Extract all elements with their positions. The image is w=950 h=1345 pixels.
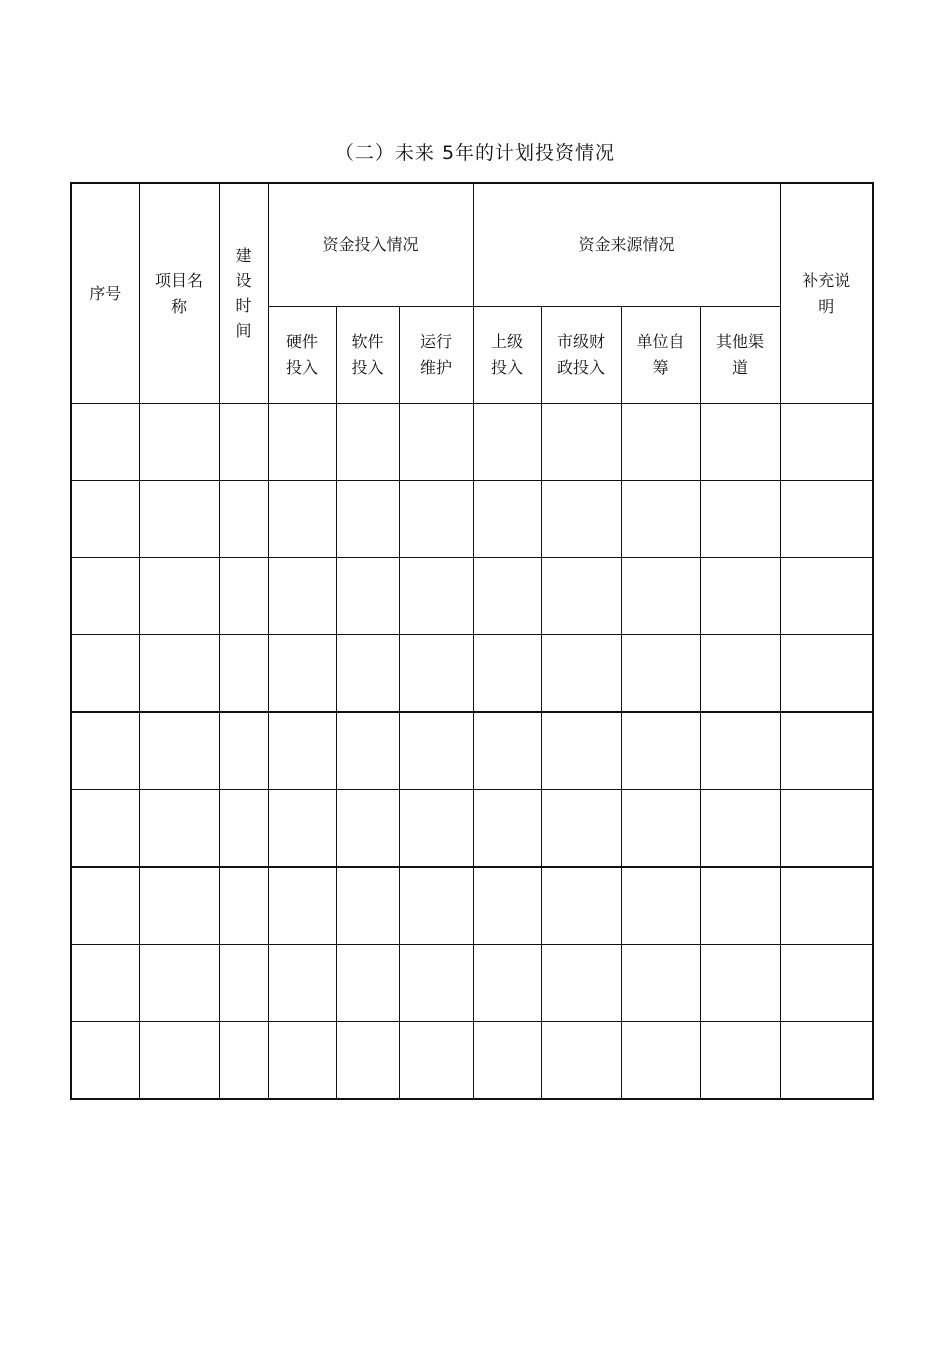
header-municipal: 市级财 政投入	[541, 307, 621, 404]
table-cell[interactable]	[473, 1022, 541, 1100]
page-title: （二）未来 5年的计划投资情况	[334, 142, 616, 164]
table-cell[interactable]	[336, 558, 399, 635]
table-cell[interactable]	[268, 712, 336, 790]
table-cell[interactable]	[336, 945, 399, 1022]
table-cell[interactable]	[780, 558, 873, 635]
table-cell[interactable]	[71, 867, 139, 945]
table-cell[interactable]	[268, 404, 336, 481]
table-cell[interactable]	[336, 867, 399, 945]
table-cell[interactable]	[473, 712, 541, 790]
header-seq: 序号	[71, 183, 139, 404]
table-cell[interactable]	[399, 404, 473, 481]
header-funding-input: 资金投入情况	[268, 183, 473, 307]
table-cell[interactable]	[399, 558, 473, 635]
table-row	[71, 404, 873, 481]
table-cell[interactable]	[621, 1022, 700, 1100]
table-cell[interactable]	[399, 790, 473, 868]
table-cell[interactable]	[219, 481, 268, 558]
table-cell[interactable]	[219, 635, 268, 713]
table-cell[interactable]	[399, 635, 473, 713]
table-cell[interactable]	[219, 712, 268, 790]
table-cell[interactable]	[780, 790, 873, 868]
table-cell[interactable]	[780, 635, 873, 713]
table-cell[interactable]	[336, 404, 399, 481]
table-cell[interactable]	[541, 790, 621, 868]
table-cell[interactable]	[139, 404, 219, 481]
table-cell[interactable]	[780, 481, 873, 558]
table-cell[interactable]	[541, 945, 621, 1022]
table-cell[interactable]	[541, 867, 621, 945]
table-cell[interactable]	[139, 635, 219, 713]
table-cell[interactable]	[71, 481, 139, 558]
table-cell[interactable]	[219, 945, 268, 1022]
table-cell[interactable]	[473, 867, 541, 945]
table-row	[71, 790, 873, 868]
table-cell[interactable]	[399, 867, 473, 945]
investment-plan-table	[70, 182, 874, 1100]
table-cell[interactable]	[473, 790, 541, 868]
header-other: 其他渠 道	[700, 307, 780, 404]
table-cell[interactable]	[336, 712, 399, 790]
table-cell[interactable]	[473, 945, 541, 1022]
table-cell[interactable]	[139, 945, 219, 1022]
table-cell[interactable]	[700, 635, 780, 713]
table-cell[interactable]	[219, 867, 268, 945]
table-cell[interactable]	[700, 945, 780, 1022]
table-cell[interactable]	[139, 481, 219, 558]
table-cell[interactable]	[541, 558, 621, 635]
table-cell[interactable]	[139, 867, 219, 945]
header-superior: 上级 投入	[473, 307, 541, 404]
table-cell[interactable]	[268, 945, 336, 1022]
table-cell[interactable]	[473, 481, 541, 558]
table-cell[interactable]	[71, 558, 139, 635]
table-cell[interactable]	[139, 712, 219, 790]
table-cell[interactable]	[700, 481, 780, 558]
table-cell[interactable]	[139, 558, 219, 635]
table-cell[interactable]	[71, 1022, 139, 1100]
header-hardware: 硬件 投入	[268, 307, 336, 404]
table-cell[interactable]	[541, 1022, 621, 1100]
table-cell[interactable]	[541, 712, 621, 790]
table-cell[interactable]	[219, 1022, 268, 1100]
table-cell[interactable]	[268, 867, 336, 945]
table-cell[interactable]	[399, 481, 473, 558]
table-cell[interactable]	[473, 635, 541, 713]
table-cell[interactable]	[700, 558, 780, 635]
table-cell[interactable]	[268, 790, 336, 868]
table-cell[interactable]	[399, 1022, 473, 1100]
table-cell[interactable]	[780, 712, 873, 790]
table-cell[interactable]	[621, 867, 700, 945]
table-cell[interactable]	[780, 867, 873, 945]
header-build-time: 建设时间	[219, 183, 268, 404]
table-cell[interactable]	[336, 635, 399, 713]
table-cell[interactable]	[700, 1022, 780, 1100]
table-row	[71, 635, 873, 713]
header-software: 软件 投入	[336, 307, 399, 404]
table-row	[71, 712, 873, 790]
table-cell[interactable]	[71, 635, 139, 713]
table-cell[interactable]	[268, 558, 336, 635]
table-row	[71, 1022, 873, 1100]
table-row	[71, 945, 873, 1022]
table-cell[interactable]	[71, 404, 139, 481]
table-cell[interactable]	[268, 481, 336, 558]
header-self-raised: 单位自 筹	[621, 307, 700, 404]
table-cell[interactable]	[700, 404, 780, 481]
table-cell[interactable]	[700, 790, 780, 868]
table-cell[interactable]	[336, 1022, 399, 1100]
table-cell[interactable]	[336, 790, 399, 868]
table-cell[interactable]	[219, 790, 268, 868]
table-cell[interactable]	[71, 712, 139, 790]
header-operation: 运行 维护	[399, 307, 473, 404]
table-cell[interactable]	[621, 790, 700, 868]
table-cell[interactable]	[621, 635, 700, 713]
table-cell[interactable]	[621, 712, 700, 790]
table-cell[interactable]	[139, 1022, 219, 1100]
table-cell[interactable]	[780, 404, 873, 481]
table-row	[71, 867, 873, 945]
table-cell[interactable]	[268, 635, 336, 713]
table-cell[interactable]	[780, 945, 873, 1022]
header-remarks: 补充说 明	[780, 183, 873, 404]
header-project-name: 项目名 称	[139, 183, 219, 404]
table-cell[interactable]	[621, 404, 700, 481]
table-cell[interactable]	[336, 481, 399, 558]
table-cell[interactable]	[621, 945, 700, 1022]
table-cell[interactable]	[473, 558, 541, 635]
table-cell[interactable]	[780, 1022, 873, 1100]
table-cell[interactable]	[71, 790, 139, 868]
table-cell[interactable]	[541, 481, 621, 558]
table-row	[71, 481, 873, 558]
table-cell[interactable]	[700, 712, 780, 790]
table-cell[interactable]	[621, 558, 700, 635]
table-cell[interactable]	[139, 790, 219, 868]
table-cell[interactable]	[621, 481, 700, 558]
table-cell[interactable]	[541, 635, 621, 713]
header-row-1	[71, 183, 873, 307]
table-cell[interactable]	[700, 867, 780, 945]
table-cell[interactable]	[399, 945, 473, 1022]
header-funding-source: 资金来源情况	[473, 183, 780, 307]
table-cell[interactable]	[219, 558, 268, 635]
table-cell[interactable]	[473, 404, 541, 481]
table-cell[interactable]	[219, 404, 268, 481]
table-cell[interactable]	[399, 712, 473, 790]
table-cell[interactable]	[268, 1022, 336, 1100]
table-row	[71, 558, 873, 635]
table-cell[interactable]	[541, 404, 621, 481]
table-cell[interactable]	[71, 945, 139, 1022]
